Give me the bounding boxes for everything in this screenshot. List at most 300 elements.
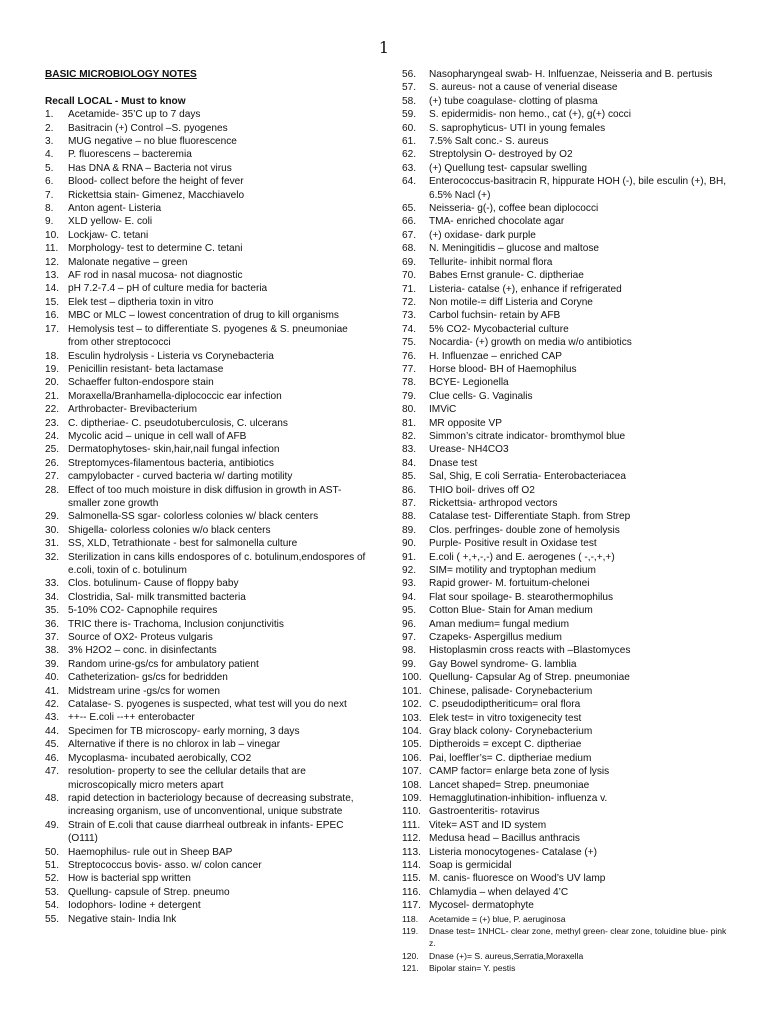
item-text: Effect of too much moisture in disk diffusion in growth in AST- smaller zone growth — [68, 484, 342, 509]
item-number: 52. — [45, 873, 60, 885]
item-text: Listeria monocytogenes- Catalase (+) — [429, 846, 598, 858]
list-item — [45, 363, 370, 376]
item-number: 108. — [402, 779, 422, 791]
list-item — [402, 336, 728, 349]
item-number: 92. — [402, 565, 417, 577]
list-item — [402, 215, 728, 228]
item-text: Clos. perfringes- double zone of hemolysis — [429, 524, 620, 536]
list-item — [402, 309, 728, 322]
item-number: 107. — [402, 766, 422, 778]
item-number: 116. — [402, 886, 421, 898]
item-number: 50. — [45, 846, 60, 858]
item-text: Quellung- capsule of Strep. pneumo — [68, 886, 230, 898]
item-text: resolution- property to see the cellular details that are microscopically micro meters apart — [68, 766, 306, 791]
list-item — [402, 108, 728, 121]
item-number: 22. — [45, 404, 60, 416]
item-number: 64. — [402, 176, 417, 188]
list-item — [402, 390, 728, 403]
list-item — [402, 148, 728, 161]
item-number: 111. — [402, 819, 421, 831]
item-text: Nasopharyngeal swab- H. Inlfuenzae, Neisseria and B. pertusis — [429, 69, 713, 80]
list-item — [402, 202, 728, 215]
item-number: 65. — [402, 203, 417, 215]
item-text: 5% CO2- Mycobacterial culture — [429, 323, 569, 335]
list-item — [402, 950, 728, 962]
list-item — [45, 792, 370, 819]
item-number: 71. — [402, 283, 417, 295]
item-number: 14. — [45, 283, 60, 295]
item-number: 29. — [45, 511, 60, 523]
item-number: 76. — [402, 350, 417, 362]
list-item — [402, 403, 728, 416]
item-text: Soap is germicidal — [429, 859, 512, 871]
item-number: 115. — [402, 873, 421, 885]
item-text: Iodophors- Iodine + detergent — [68, 900, 201, 912]
item-text: Listeria- catalse (+), enhance if refrigerated — [429, 283, 622, 295]
list-item — [45, 899, 370, 912]
item-text: Clostridia, Sal- milk transmitted bacteria — [68, 591, 246, 603]
list-item — [402, 524, 728, 537]
item-text: Vitek= AST and ID system — [429, 819, 547, 831]
item-text: Carbol fuchsin- retain by AFB — [429, 310, 561, 322]
item-number: 47. — [45, 766, 60, 778]
list-item — [45, 685, 370, 698]
list-item — [45, 524, 370, 537]
item-number: 19. — [45, 363, 60, 375]
list-item — [402, 913, 728, 925]
item-text: (+) oxidase- dark purple — [429, 229, 536, 241]
item-text: Acetamide = (+) blue, P. aeruginosa — [429, 913, 566, 924]
item-number: 27. — [45, 471, 60, 483]
item-text: S. saprophyticus- UTI in young females — [429, 122, 606, 134]
list-item — [402, 175, 728, 202]
item-text: Aman medium= fungal medium — [429, 618, 569, 630]
list-item — [45, 859, 370, 872]
list-item — [402, 698, 728, 711]
item-number: 57. — [402, 82, 417, 94]
list-item — [45, 658, 370, 671]
list-item — [45, 551, 370, 578]
item-number: 95. — [402, 605, 417, 617]
item-text: Enterococcus-basitracin R, hippurate HOH (-), bile esculin (+), BH, 6.5% Nacl (+) — [429, 176, 727, 201]
list-item — [402, 644, 728, 657]
item-number: 69. — [402, 256, 417, 268]
item-text: Quellung- Capsular Ag of Strep. pneumoniae — [429, 672, 630, 684]
item-number: 54. — [45, 900, 60, 912]
item-text: Arthrobacter- Brevibacterium — [68, 404, 198, 416]
item-number: 26. — [45, 457, 60, 469]
item-text: CAMP factor= enlarge beta zone of lysis — [429, 766, 610, 778]
list-item — [402, 269, 728, 282]
item-number: 121. — [402, 963, 419, 974]
item-number: 55. — [45, 913, 60, 925]
item-number: 21. — [45, 390, 60, 402]
item-text: Shigella- colorless colonies w/o black centers — [68, 524, 271, 536]
item-number: 37. — [45, 632, 60, 644]
item-text: Elek test= in vitro toxigenecity test — [429, 712, 582, 724]
item-text: Strain of E.coli that cause diarrheal outbreak in infants- EPEC (O111) — [68, 819, 344, 845]
list-item — [402, 363, 728, 376]
list-item — [402, 925, 728, 950]
item-text: Elek test – diptheria toxin in vitro — [68, 296, 214, 308]
item-text: Czapeks- Aspergillus medium — [429, 632, 562, 644]
list-item — [402, 162, 728, 175]
item-text: Babes Ernst granule- C. diptheriae — [429, 270, 584, 282]
item-text: Dnase (+)= S. aureus,Serratia,Moraxella — [429, 950, 584, 961]
item-text: Sterilization in cans kills endospores of c. botulinum,endospores of e.coli, toxin of c. botulinum — [68, 551, 366, 577]
list-item — [402, 658, 728, 671]
item-number: 53. — [45, 886, 60, 898]
item-text: Anton agent- Listeria — [68, 203, 162, 215]
item-number: 25. — [45, 444, 60, 456]
list-item — [45, 175, 370, 188]
item-number: 101. — [402, 685, 422, 697]
item-text: Streptolysin O- destroyed by O2 — [429, 149, 573, 161]
list-item — [402, 537, 728, 550]
item-text: Catalase test- Differentiate Staph. from Strep — [429, 511, 631, 523]
list-item — [402, 752, 728, 765]
item-text: Lockjaw- C. tetani — [68, 229, 149, 241]
list-item — [45, 122, 370, 135]
item-number: 90. — [402, 538, 417, 550]
item-number: 20. — [45, 377, 60, 389]
item-number: 36. — [45, 618, 60, 630]
list-item — [45, 631, 370, 644]
item-text: Bipolar stain= Y. pestis — [429, 963, 516, 974]
list-item — [402, 591, 728, 604]
list-item — [45, 886, 370, 899]
item-text: Malonate negative – green — [68, 256, 188, 268]
item-number: 3. — [45, 136, 54, 148]
item-text: Lancet shaped= Strep. pneumoniae — [429, 779, 590, 791]
item-number: 24. — [45, 430, 60, 442]
item-number: 74. — [402, 323, 417, 335]
left-column — [45, 68, 370, 926]
list-item — [402, 296, 728, 309]
list-item — [402, 376, 728, 389]
item-text: BCYE- Legionella — [429, 377, 509, 389]
list-item — [45, 457, 370, 470]
page-number: 1 — [378, 38, 390, 57]
section-heading: Recall LOCAL - Must to know — [45, 95, 186, 107]
list-item — [402, 564, 728, 577]
list-item — [45, 350, 370, 363]
item-number: 2. — [45, 122, 54, 134]
item-number: 82. — [402, 430, 417, 442]
item-text: Esculin hydrolysis - Listeria vs Corynebacteria — [68, 350, 274, 362]
item-number: 104. — [402, 725, 422, 737]
item-text: XLD yellow- E. coli — [68, 216, 153, 228]
list-item — [45, 765, 370, 792]
item-text: Neisseria- g(-), coffee bean diplococci — [429, 203, 599, 215]
item-number: 94. — [402, 591, 417, 603]
item-number: 18. — [45, 350, 60, 362]
item-text: Mycosel- dermatophyte — [429, 900, 534, 912]
item-number: 49. — [45, 819, 60, 831]
list-item — [402, 631, 728, 644]
item-number: 118. — [402, 913, 419, 924]
list-item — [402, 457, 728, 470]
item-number: 109. — [402, 792, 422, 804]
list-item — [45, 819, 370, 846]
item-text: Rickettsia- arthropod vectors — [429, 498, 558, 509]
list-item — [402, 832, 728, 845]
item-text: Pai, loeffler’s= C. diptheriae medium — [429, 752, 592, 764]
item-text: pH 7.2-7.4 – pH of culture media for bacteria — [68, 283, 268, 295]
list-item — [402, 68, 728, 81]
item-number: 100. — [402, 672, 422, 684]
item-text: Purple- Positive result in Oxidase test — [429, 538, 597, 550]
item-text: IMViC — [429, 404, 457, 416]
item-number: 67. — [402, 229, 417, 241]
item-text: Simmon’s citrate indicator- bromthymol blue — [429, 430, 626, 442]
item-text: Basitracin (+) Control –S. pyogenes — [68, 122, 228, 134]
list-item — [45, 296, 370, 309]
item-number: 87. — [402, 498, 417, 509]
item-number: 4. — [45, 149, 54, 161]
list-item — [45, 323, 370, 350]
item-text: Nocardia- (+) growth on media w/o antibiotics — [429, 337, 632, 349]
list-item — [402, 229, 728, 242]
list-item — [402, 95, 728, 108]
item-number: 83. — [402, 444, 417, 456]
list-item — [402, 577, 728, 590]
item-text: Horse blood- BH of Haemophilus — [429, 363, 577, 375]
item-text: Has DNA & RNA – Bacteria not virus — [68, 162, 232, 174]
item-number: 102. — [402, 699, 422, 711]
list-item — [402, 792, 728, 805]
item-number: 43. — [45, 712, 60, 724]
item-number: 11. — [45, 243, 59, 255]
list-item — [45, 282, 370, 295]
list-item — [45, 644, 370, 657]
list-item — [45, 269, 370, 282]
left-note-list — [45, 108, 370, 926]
list-item — [45, 189, 370, 202]
item-text: Alternative if there is no chlorox in lab – vinegar — [68, 739, 281, 751]
item-number: 105. — [402, 739, 422, 751]
item-text: Histoplasmin cross reacts with –Blastomyces — [429, 645, 631, 657]
item-number: 38. — [45, 645, 60, 657]
item-text: 3% H2O2 – conc. in disinfectants — [68, 645, 217, 657]
list-item — [45, 256, 370, 269]
item-text: MR opposite VP — [429, 417, 502, 429]
list-item — [402, 497, 728, 510]
item-number: 91. — [402, 551, 417, 563]
list-item — [402, 484, 728, 497]
item-text: Morphology- test to determine C. tetani — [68, 243, 243, 255]
item-number: 110. — [402, 806, 421, 818]
item-text: Dnase test= 1NHCL- clear zone, methyl green- clear zone, toluidine blue- pink z. — [429, 926, 727, 949]
item-text: ++-- E.coli --++ enterobacter — [68, 712, 195, 724]
item-number: 12. — [45, 256, 60, 268]
item-number: 56. — [402, 69, 417, 80]
item-text: M. canis- fluoresce on Wood’s UV lamp — [429, 873, 606, 885]
item-number: 41. — [45, 685, 60, 697]
item-number: 84. — [402, 457, 417, 469]
item-number: 81. — [402, 417, 417, 429]
list-item — [45, 215, 370, 228]
item-text: Specimen for TB microscopy- early morning, 3 days — [68, 725, 300, 737]
item-number: 113. — [402, 846, 421, 858]
item-text: Gray black colony- Corynebacterium — [429, 725, 593, 737]
item-text: Gastroenteritis- rotavirus — [429, 806, 540, 818]
item-number: 44. — [45, 725, 60, 737]
item-number: 77. — [402, 363, 417, 375]
item-text: Clue cells- G. Vaginalis — [429, 390, 533, 402]
item-text: Chinese, palisade- Corynebacterium — [429, 685, 593, 697]
item-number: 86. — [402, 484, 417, 496]
list-item — [45, 872, 370, 885]
item-text: C. pseudodiptheriticum= oral flora — [429, 699, 581, 711]
item-number: 60. — [402, 122, 417, 134]
item-text: Midstream urine -gs/cs for women — [68, 685, 221, 697]
item-number: 73. — [402, 310, 417, 322]
list-item — [45, 711, 370, 724]
item-number: 106. — [402, 752, 422, 764]
item-number: 63. — [402, 162, 417, 174]
item-number: 78. — [402, 377, 417, 389]
item-number: 80. — [402, 404, 417, 416]
list-item — [45, 148, 370, 161]
list-item — [45, 510, 370, 523]
item-number: 10. — [45, 229, 60, 241]
item-number: 33. — [45, 578, 60, 590]
item-text: Medusa head – Bacillus anthracis — [429, 833, 580, 845]
item-text: Gay Bowel syndrome- G. lamblia — [429, 658, 577, 670]
list-item — [45, 443, 370, 456]
item-text: S. aureus- not a cause of venerial disease — [429, 82, 618, 94]
item-text: rapid detection in bacteriology because of decreasing substrate, increasing organism, use of unconventional, unique substrate — [68, 792, 354, 818]
item-number: 79. — [402, 390, 417, 402]
item-number: 119. — [402, 926, 419, 936]
list-item — [45, 135, 370, 148]
list-item — [402, 430, 728, 443]
item-text: (+) Quellung test- capsular swelling — [429, 162, 587, 174]
item-number: 68. — [402, 243, 417, 255]
item-text: Hemagglutination-inhibition- influenza v. — [429, 792, 608, 804]
item-number: 117. — [402, 900, 421, 912]
item-text: Mycoplasma- incubated aerobically, CO2 — [68, 752, 252, 764]
item-number: 23. — [45, 417, 60, 429]
list-item — [402, 242, 728, 255]
item-text: Chlamydia – when delayed 4’C — [429, 886, 569, 898]
item-text: 5-10% CO2- Capnophile requires — [68, 605, 218, 617]
item-number: 15. — [45, 296, 60, 308]
list-item — [45, 725, 370, 738]
item-number: 103. — [402, 712, 422, 724]
item-text: Negative stain- India Ink — [68, 913, 177, 925]
right-column — [402, 68, 728, 975]
item-text: Random urine-gs/cs for ambulatory patient — [68, 658, 259, 670]
item-text: Mycolic acid – unique in cell wall of AFB — [68, 430, 247, 442]
list-item — [402, 417, 728, 430]
item-text: Rapid grower- M. fortuitum-chelonei — [429, 578, 590, 590]
item-text: SIM= motility and tryptophan medium — [429, 565, 596, 577]
item-text: Source of OX2- Proteus vulgaris — [68, 632, 213, 644]
item-text: How is bacterial spp written — [68, 873, 191, 885]
list-item — [45, 618, 370, 631]
item-number: 93. — [402, 578, 417, 590]
item-number: 59. — [402, 109, 417, 121]
list-item — [45, 752, 370, 765]
item-number: 34. — [45, 591, 60, 603]
list-item — [45, 229, 370, 242]
item-text: Tellurite- inhibit normal flora — [429, 256, 553, 268]
item-number: 35. — [45, 605, 60, 617]
item-text: Catalase- S. pyogenes is suspected, what test will you do next — [68, 699, 347, 711]
list-item — [45, 417, 370, 430]
list-item — [45, 913, 370, 926]
list-item — [45, 309, 370, 322]
item-number: 13. — [45, 270, 60, 282]
list-item — [402, 962, 728, 974]
item-number: 51. — [45, 859, 60, 871]
item-text: TRIC there is- Trachoma, Inclusion conjunctivitis — [68, 618, 284, 630]
item-number: 70. — [402, 270, 417, 282]
right-small-note-list — [402, 913, 728, 975]
list-item — [402, 510, 728, 523]
list-item — [402, 886, 728, 899]
item-number: 61. — [402, 136, 417, 148]
item-number: 112. — [402, 833, 421, 845]
item-number: 30. — [45, 524, 60, 536]
list-item — [45, 577, 370, 590]
item-text: Cotton Blue- Stain for Aman medium — [429, 605, 593, 617]
item-text: 7.5% Salt conc.- S. aureus — [429, 136, 549, 148]
item-text: SS, XLD, Tetrathionate - best for salmonella culture — [68, 538, 298, 550]
item-text: Blood- collect before the height of fever — [68, 176, 244, 188]
item-text: Haemophilus- rule out in Sheep BAP — [68, 846, 233, 858]
list-item — [45, 604, 370, 617]
item-text: MBC or MLC – lowest concentration of drug to kill organisms — [68, 310, 339, 322]
list-item — [402, 551, 728, 564]
item-number: 48. — [45, 792, 60, 804]
list-item — [402, 122, 728, 135]
right-note-list — [402, 68, 728, 913]
list-item — [402, 819, 728, 832]
list-item — [45, 671, 370, 684]
item-text: N. Meningitidis – glucose and maltose — [429, 243, 600, 255]
list-item — [45, 390, 370, 403]
list-item — [402, 765, 728, 778]
item-number: 89. — [402, 524, 417, 536]
item-text: THIO boil- drives off O2 — [429, 484, 535, 496]
item-text: E.coli ( +,+,-,-) and E. aerogenes ( -,-,+,+) — [429, 551, 615, 563]
item-text: Moraxella/Branhamella-diplococcic ear infection — [68, 390, 282, 402]
list-item — [45, 591, 370, 604]
list-item — [402, 618, 728, 631]
list-item — [45, 376, 370, 389]
item-number: 45. — [45, 739, 60, 751]
item-text: MUG negative – no blue fluorescence — [68, 136, 237, 148]
item-text: Salmonella-SS sgar- colorless colonies w/ black centers — [68, 511, 319, 523]
item-text: S. epidermidis- non hemo., cat (+), g(+) cocci — [429, 109, 631, 121]
item-number: 42. — [45, 699, 60, 711]
list-item — [402, 671, 728, 684]
item-number: 16. — [45, 310, 60, 322]
list-item — [402, 323, 728, 336]
list-item — [402, 859, 728, 872]
list-item — [402, 135, 728, 148]
item-number: 7. — [45, 189, 54, 201]
item-text: Streptomyces-filamentous bacteria, antibiotics — [68, 457, 274, 469]
item-text: (+) tube coagulase- clotting of plasma — [429, 95, 598, 107]
item-number: 31. — [45, 538, 60, 550]
item-text: H. Influenzae – enriched CAP — [429, 350, 562, 362]
list-item — [45, 162, 370, 175]
document-title: BASIC MICROBIOLOGY NOTES — [45, 69, 197, 80]
